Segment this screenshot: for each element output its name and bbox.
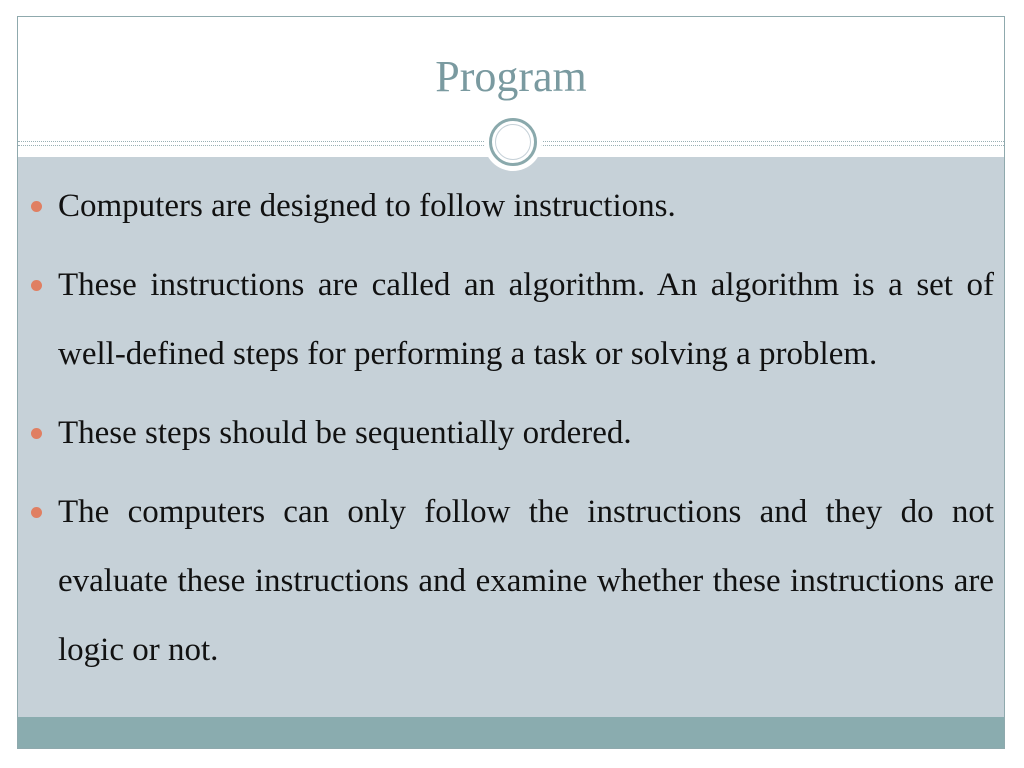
bullet-dot-icon (31, 280, 42, 291)
bullet-text: These steps should be sequentially ordered. (58, 415, 632, 451)
bullet-item (58, 251, 994, 389)
bullet-item (58, 478, 994, 685)
circle-ornament-icon (484, 113, 542, 171)
circle-ring (489, 118, 537, 166)
bullet-dot-icon (31, 507, 42, 518)
circle-ring-inner (495, 124, 531, 160)
bullet-dot-icon (31, 201, 42, 212)
bullet-text: The computers can only follow the instructions and they do not evaluate these instructions and examine whether these instructions are logic or not. (58, 494, 994, 668)
bullet-item (58, 399, 994, 468)
bullet-item (58, 172, 994, 241)
bullet-text: Computers are designed to follow instructions. (58, 188, 676, 224)
footer-band (18, 717, 1004, 749)
slide-title: Program (435, 52, 587, 101)
bullet-list (0, 172, 1024, 695)
bullet-dot-icon (31, 428, 42, 439)
bullet-text: These instructions are called an algorithm. An algorithm is a set of well-defined steps for performing a task or solving a problem. (58, 267, 994, 372)
